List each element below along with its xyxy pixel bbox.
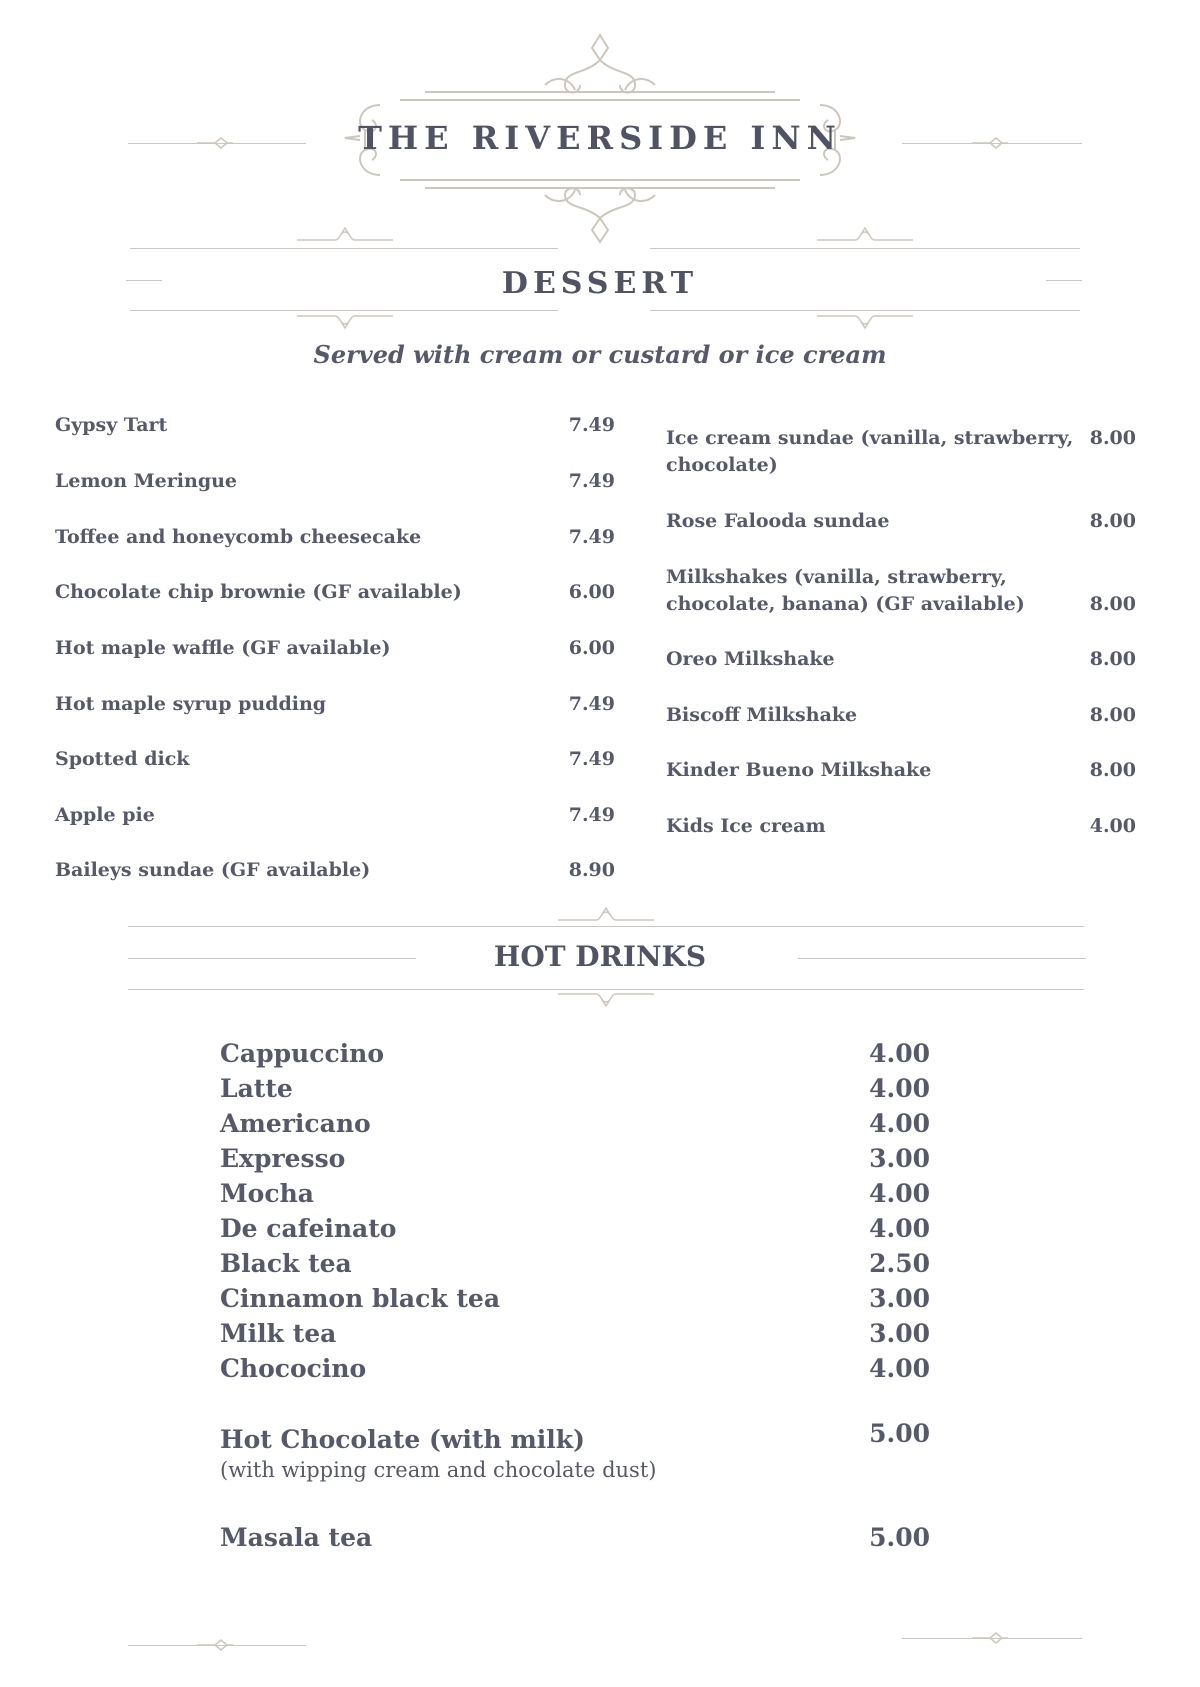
dessert-item-price: 8.00 [1089, 510, 1136, 532]
drink-item-name: Latte [220, 1074, 293, 1103]
drink-item-name: De cafeinato [220, 1214, 397, 1243]
dessert-item-name: Lemon Meringue [55, 470, 238, 492]
drink-item-price: 4.00 [869, 1109, 930, 1138]
dessert-item-name-line2: chocolate) [666, 454, 778, 476]
dessert-item-name: Baileys sundae (GF available) [55, 859, 371, 881]
dessert-bottom-rule-left [130, 310, 558, 311]
dessert-item-name: Gypsy Tart [55, 414, 168, 436]
drink-item-name: Milk tea [220, 1319, 337, 1348]
diamond-right-icon [970, 1632, 1010, 1644]
drink-item-price: 3.00 [869, 1144, 930, 1173]
dessert-item-name-line1: Ice cream sundae (vanilla, strawberry, [666, 427, 1074, 449]
scroll-divider-icon [295, 224, 395, 244]
drink-item-name: Americano [220, 1109, 371, 1138]
dessert-item-name: Spotted dick [55, 748, 190, 770]
drink-item-price: 4.00 [869, 1214, 930, 1243]
hot-chocolate-price: 5.00 [869, 1419, 930, 1448]
dessert-item-price: 7.49 [568, 470, 615, 492]
dessert-item-name: Rose Falooda sundae [666, 510, 890, 532]
hot-chocolate-note: (with wipping cream and chocolate dust) [220, 1458, 657, 1482]
dessert-top-rule-right [650, 248, 1080, 249]
dessert-top-rule-left [130, 248, 558, 249]
drink-item-price: 4.00 [869, 1179, 930, 1208]
dessert-title: DESSERT [501, 266, 699, 301]
dessert-item-name: Kids Ice cream [666, 815, 826, 837]
drink-item-name: Cappuccino [220, 1039, 385, 1068]
dessert-item-name-line2: chocolate, banana) (GF available) [666, 593, 1025, 615]
scroll-divider-icon [815, 224, 915, 244]
diamond-left-icon [195, 1639, 235, 1651]
drink-item-name: Expresso [220, 1144, 346, 1173]
dessert-item-price: 6.00 [568, 637, 615, 659]
drink-item-price: 4.00 [869, 1354, 930, 1383]
dessert-item-price: 7.49 [568, 526, 615, 548]
restaurant-name: THE RIVERSIDE INN [358, 119, 842, 157]
dessert-item-name: Oreo Milkshake [666, 648, 835, 670]
scroll-divider-icon [815, 312, 915, 332]
dessert-item-name: Hot maple syrup pudding [55, 693, 327, 715]
drink-item-name: Chococino [220, 1354, 367, 1383]
dessert-item-price: 8.00 [1089, 704, 1136, 726]
hot-chocolate-name: Hot Chocolate (with milk) [220, 1425, 585, 1454]
scroll-divider-icon [556, 904, 656, 924]
dessert-item-price: 8.00 [1089, 593, 1136, 615]
scroll-divider-icon [556, 990, 656, 1010]
dessert-item-price: 4.00 [1089, 815, 1136, 837]
scroll-divider-icon [295, 312, 395, 332]
masala-tea-price: 5.00 [869, 1523, 930, 1552]
masala-tea-name: Masala tea [220, 1523, 373, 1552]
drink-item-price: 3.00 [869, 1319, 930, 1348]
dessert-item-price: 6.00 [568, 581, 615, 603]
dessert-item-name: Biscoff Milkshake [666, 704, 858, 726]
dessert-item-price: 7.49 [568, 693, 615, 715]
dessert-item-price: 8.00 [1089, 427, 1136, 449]
hotdrinks-top-rule [128, 926, 1084, 927]
dessert-item-name: Kinder Bueno Milkshake [666, 759, 932, 781]
dessert-item-price: 7.49 [568, 748, 615, 770]
drink-item-price: 3.00 [869, 1284, 930, 1313]
drink-item-name: Mocha [220, 1179, 314, 1208]
dessert-item-name: Toffee and honeycomb cheesecake [55, 526, 422, 548]
dessert-item-price: 8.90 [568, 859, 615, 881]
dessert-item-name-line1: Milkshakes (vanilla, strawberry, [666, 566, 1007, 588]
dessert-item-name: Hot maple waffle (GF available) [55, 637, 391, 659]
dessert-item-name: Chocolate chip brownie (GF available) [55, 581, 462, 603]
dessert-item-price: 8.00 [1089, 759, 1136, 781]
dessert-bottom-rule-right [650, 310, 1080, 311]
hotdrinks-title: HOT DRINKS [493, 940, 707, 973]
dessert-item-price: 8.00 [1089, 648, 1136, 670]
dessert-item-name: Apple pie [55, 804, 155, 826]
dessert-item-price: 7.49 [568, 804, 615, 826]
drink-item-price: 4.00 [869, 1039, 930, 1068]
drink-item-name: Cinnamon black tea [220, 1284, 501, 1313]
dessert-subtitle: Served with cream or custard or ice cream [313, 340, 887, 369]
drink-item-name: Black tea [220, 1249, 352, 1278]
drink-item-price: 2.50 [869, 1249, 930, 1278]
drink-item-price: 4.00 [869, 1074, 930, 1103]
dessert-item-price: 7.49 [568, 414, 615, 436]
